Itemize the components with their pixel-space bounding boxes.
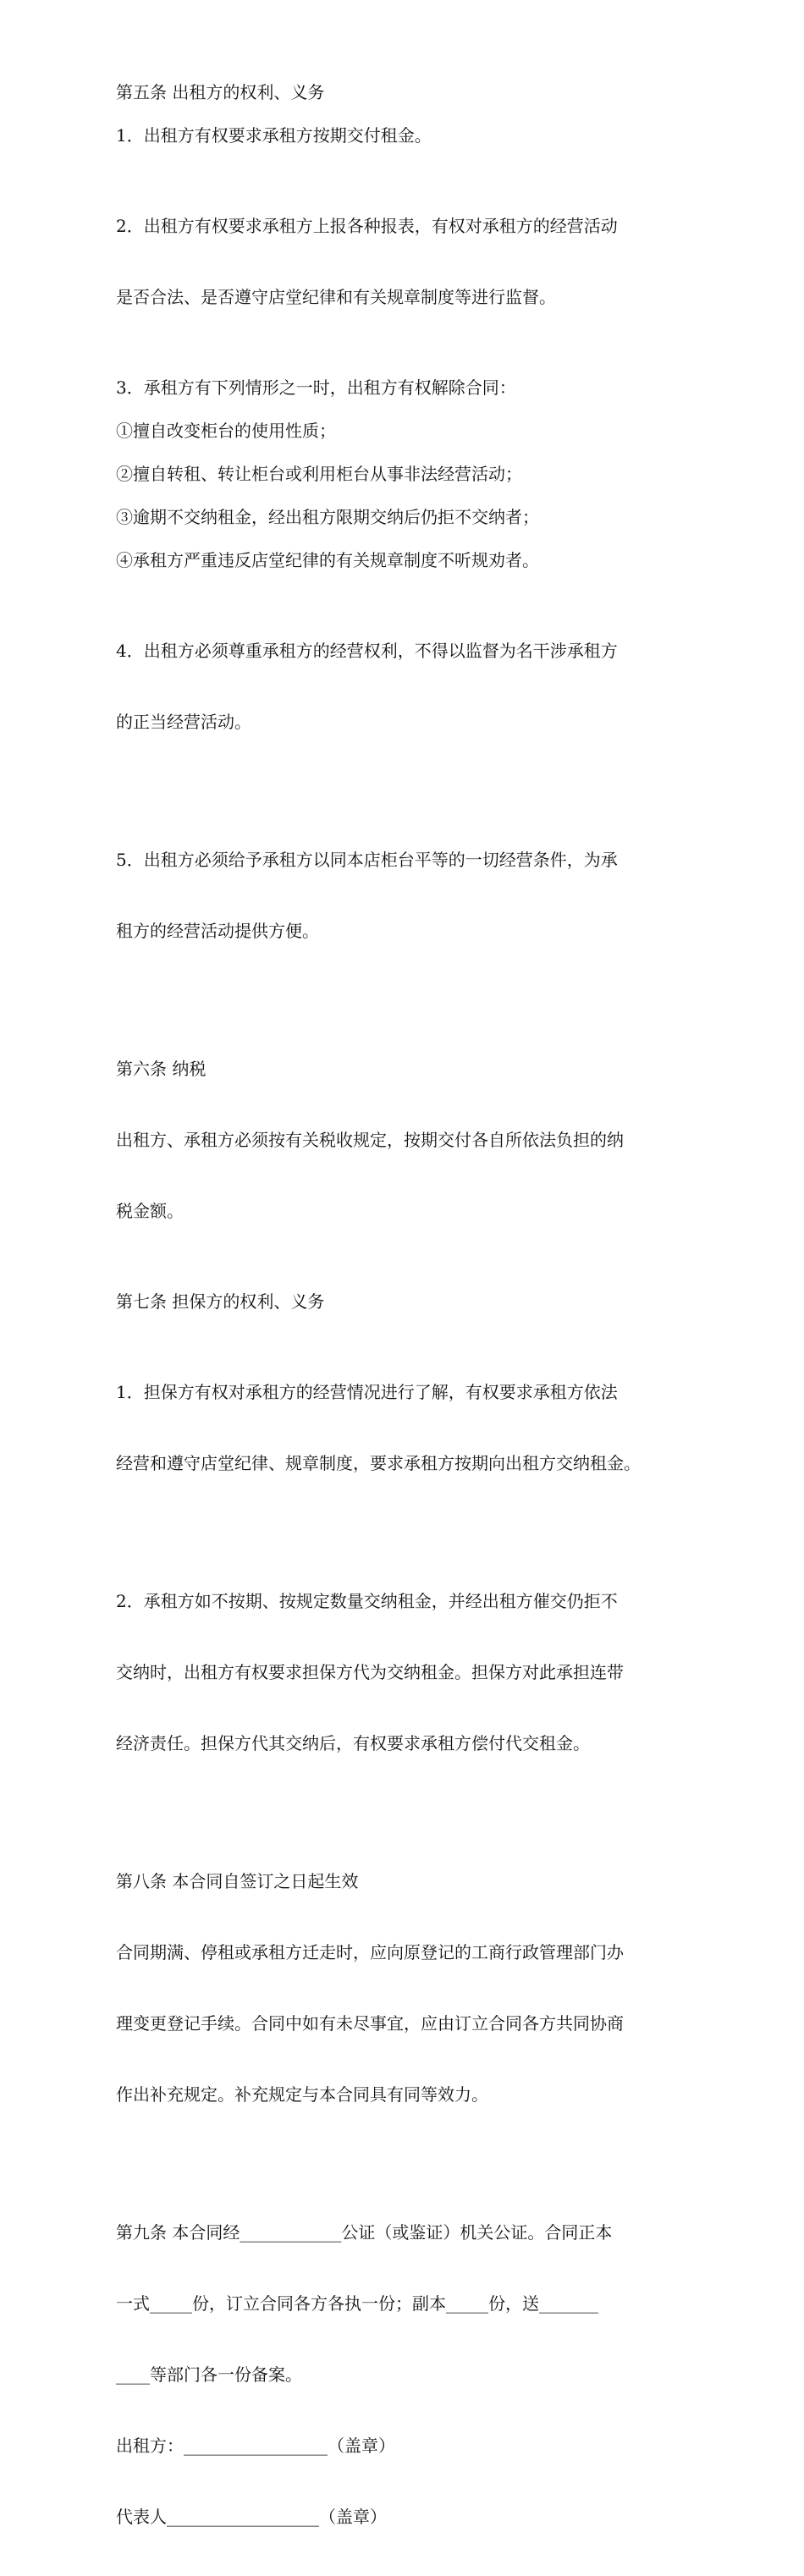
article-5-item-1 [116,419,700,443]
text-line: 第七条 担保方的权利、义务 [116,1291,325,1312]
article-6-title: 第六条 纳税 [116,1059,207,1079]
text-line: 交纳时，出租方有权要求担保方代为交纳租金。担保方对此承担连带 [116,1662,624,1682]
article-8 [116,1822,700,2154]
text-line: 出租方、承租方必须按有关税收规定，按期交付各自所依法负担的纳 [116,1130,624,1150]
article-5-item-3 [116,505,700,529]
signature-lessor: 出租方：_________________（盖章） [116,2436,395,2456]
article-5-clause-5 [116,801,700,990]
text-line: 1．担保方有权对承租方的经营情况进行了解，有权要求承租方依法 [116,1382,618,1402]
signature-representative: 代表人__________________（盖章） [116,2507,387,2527]
text-line: ①擅自改变柜台的使用性质； [116,421,336,441]
text-line: ④承租方严重违反店堂纪律的有关规章制度不听规劝者。 [116,550,539,570]
article-9 [116,2173,700,2576]
text-line: 税金额。 [116,1201,184,1221]
article-5-clause-2 [116,167,700,356]
text-line: 1．出租方有权要求承租方按期交付租金。 [116,125,432,146]
article-5-title [116,80,700,104]
article-5-item-4 [116,548,700,572]
text-line: 的正当经营活动。 [116,712,251,732]
text-line: 第五条 出租方的权利、义务 [116,82,325,102]
text-line: 5．出租方必须给予承租方以同本店柜台平等的一切经营条件，为承 [116,850,618,870]
text-line: 4．出租方必须尊重承租方的经营权利，不得以监督为名干涉承租方 [116,641,618,661]
article-5-clause-4 [116,592,700,781]
article-7-clause-2 [116,1542,700,1803]
article-8-title: 第八条 本合同自签订之日起生效 [116,1871,359,1891]
contract-page [116,80,700,2576]
text-line: 经营和遵守店堂纪律、规章制度，要求承租方按期向出租方交纳租金。 [116,1453,641,1473]
text-line: 理变更登记手续。合同中如有未尽事宜，应由订立合同各方共同协商 [116,2013,624,2034]
article-7-clause-1 [116,1333,700,1522]
text-line: ____等部门各一份备案。 [116,2364,302,2385]
article-6 [116,1010,700,1270]
article-5-clause-3 [116,376,700,399]
article-5-clause-1 [116,124,700,147]
text-line: 2．承租方如不按期、按规定数量交纳租金，并经出租方催交仍拒不 [116,1591,618,1611]
text-line: 租方的经营活动提供方便。 [116,921,319,941]
text-line: 合同期满、停租或承租方迁走时，应向原登记的工商行政管理部门办 [116,1942,624,1962]
text-line: 一式_____份，订立合同各方各执一份；副本_____份，送_______ [116,2293,598,2314]
text-line: 第九条 本合同经____________公证（或鉴证）机关公证。合同正本 [116,2222,613,2243]
text-line: 经济责任。担保方代其交纳后，有权要求承租方偿付代交租金。 [116,1733,590,1753]
article-7-title [116,1290,700,1313]
text-line: 2．出租方有权要求承租方上报各种报表，有权对承租方的经营活动 [116,216,618,236]
text-line: 作出补充规定。补充规定与本合同具有同等效力。 [116,2084,488,2105]
article-5-item-2 [116,462,700,486]
text-line: ③逾期不交纳租金，经出租方限期交纳后仍拒不交纳者； [116,507,539,527]
text-line: 3．承租方有下列情形之一时，出租方有权解除合同： [116,377,516,398]
text-line: ②擅自转租、转让柜台或利用柜台从事非法经营活动； [116,464,522,484]
text-line: 是否合法、是否遵守店堂纪律和有关规章制度等进行监督。 [116,287,556,307]
